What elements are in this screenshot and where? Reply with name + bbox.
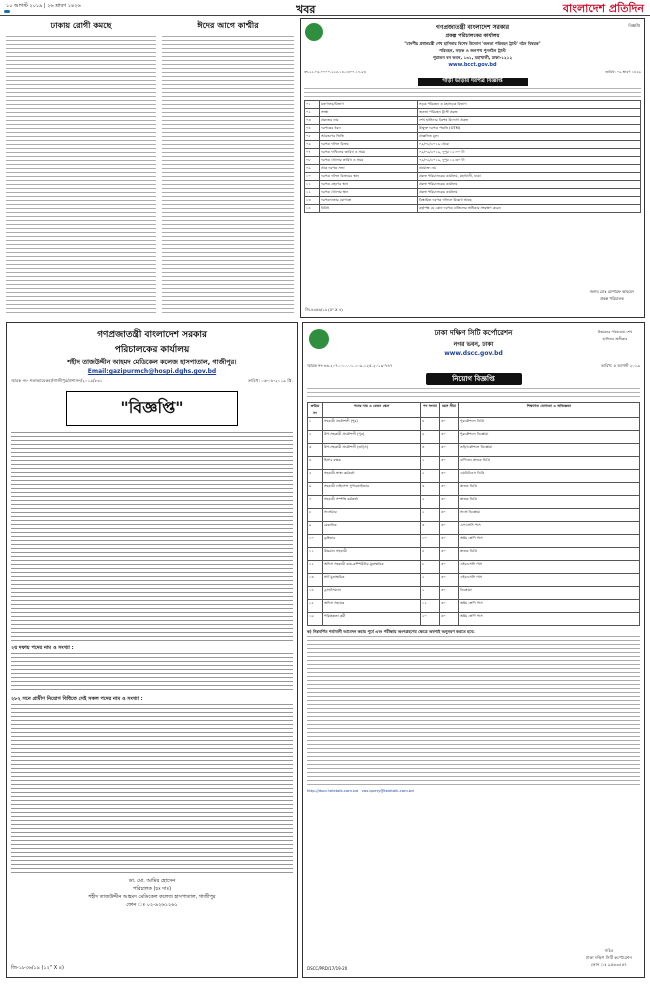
- tender-table-cell: দরপত্র গ্রহণের স্থান: [320, 181, 418, 189]
- dscc-table-cell: ৩০: [440, 431, 459, 444]
- dscc-conditions-body: [307, 636, 640, 786]
- dscc-signer: সচিব: [604, 948, 614, 953]
- dscc-memo: স্মারক নং-৪৬.২০৭.০০০.০১.০০৯.০২৫.২০১৯-৭৪৭: [307, 363, 393, 368]
- dscc-table-cell: ৩: [421, 483, 440, 496]
- dscc-table-cell: ১৫: [308, 600, 323, 613]
- dscc-table-cell: ৩০: [440, 548, 459, 561]
- tender-ad-govt: গণপ্রজাতন্ত্রী বাংলাদেশ সরকার: [435, 24, 510, 31]
- dscc-table-cell: অষ্টম শ্রেণি পাস: [459, 535, 640, 548]
- dscc-table-cell: ৩০: [440, 561, 459, 574]
- hospital-ad-office: পরিচালকের কার্যালয়: [114, 345, 190, 355]
- dscc-table-cell: ১০: [421, 535, 440, 548]
- dscc-table-cell: উপ-সহকারী প্রকৌশলী (তড়িৎ): [323, 444, 421, 457]
- tender-table-cell: ০৪: [305, 125, 320, 133]
- tender-table-row: [305, 157, 641, 165]
- tender-table-cell: মন্ত্রণালয়/বিভাগ: [320, 101, 418, 109]
- dscc-table-cell: ৪: [421, 548, 440, 561]
- hospital-ad-body-3: [11, 704, 293, 874]
- dscc-table-cell: সার্ভে ডিপ্লোমা: [459, 509, 640, 522]
- dscc-intro: [307, 388, 640, 400]
- tender-ad-office: প্রকল্প পরিচালকের কার্যালয়: [445, 33, 500, 39]
- dscc-table-row: [308, 522, 640, 535]
- tender-table-row: [305, 165, 641, 173]
- dscc-table-cell: ৩০: [440, 444, 459, 457]
- dscc-table-cell: ৩: [421, 444, 440, 457]
- tender-ad: [300, 18, 645, 318]
- hospital-ad-body-2: [11, 653, 293, 693]
- dscc-table-row: [308, 457, 640, 470]
- hospital-ad: [6, 322, 298, 978]
- tender-table-row: [305, 173, 641, 181]
- dscc-table-cell: ৩০: [440, 522, 459, 535]
- article-left: [6, 20, 156, 316]
- dscc-table-cell: সহকারী লাইসেন্স সুপারভাইজার: [323, 483, 421, 496]
- dscc-table-cell: পরিচ্ছন্নতা কর্মী: [323, 613, 421, 626]
- dscc-table-cell: স্নাতক ডিগ্রি: [459, 496, 640, 509]
- tender-details-table: [304, 100, 641, 213]
- tender-ad-date: তারিখ: ০৯ শ্রাবণ ১৪২৬: [605, 70, 641, 74]
- dscc-table-cell: ১৩: [308, 574, 323, 587]
- dscc-table-cell: ১৬: [308, 613, 323, 626]
- tender-table-cell: ০১: [305, 101, 320, 109]
- hospital-signer-org: শহীদ তাজউদ্দীন আহমদ মেডিকেল কলেজ হাসপাতাল, গাজীপুর: [88, 894, 216, 900]
- dscc-ad: [302, 322, 645, 978]
- dscc-table-cell: এইচএসসি পাস: [459, 561, 640, 574]
- dscc-table-cell: ৩০: [440, 470, 459, 483]
- dscc-signer-org: ঢাকা দক্ষিণ সিটি কর্পোরেশন: [585, 955, 632, 960]
- dscc-table-cell: ৩০: [440, 509, 459, 522]
- tender-table-cell: দরপত্র দাখিলের তারিখ ও সময়: [320, 149, 418, 157]
- hospital-signer-name: ডা. মো. আমির হোসেন: [128, 878, 176, 884]
- dscc-table-cell: ১২: [421, 600, 440, 613]
- tender-table-cell: প্রকল্প পরিচালকের কার্যালয়: [418, 181, 641, 189]
- dscc-table-cell: ১৪: [308, 587, 323, 600]
- tender-table-row: [305, 133, 641, 141]
- dscc-table-cell: ড্রাফটসম্যান: [323, 587, 421, 600]
- dscc-table-header-cell: ক্রমিক নং: [308, 403, 323, 418]
- dscc-table-cell: সার্ভেয়ার: [323, 509, 421, 522]
- article-left-title: ঢাকায় রোগী কমছে: [50, 21, 112, 30]
- dscc-table-row: [308, 574, 640, 587]
- dscc-table-cell: ৪: [308, 457, 323, 470]
- dscc-table-cell: ডিপ্লোমা: [459, 587, 640, 600]
- dscc-table-cell: ৩০: [440, 600, 459, 613]
- hospital-ad-govt: গণপ্রজাতন্ত্রী বাংলাদেশ সরকার: [97, 330, 207, 340]
- dscc-table-cell: ৬: [308, 483, 323, 496]
- tender-table-cell: ০৩: [305, 117, 320, 125]
- dscc-table-cell: ৯: [308, 522, 323, 535]
- tender-table-cell: প্রকল্প পরিচালকের কার্যালয়: [418, 189, 641, 197]
- dscc-table-cell: সাট মুদ্রাক্ষরিক: [323, 574, 421, 587]
- article-right: [162, 20, 294, 316]
- dscc-table-row: [308, 613, 640, 626]
- tender-table-cell: দরপত্র দলিল বিক্রয়: [320, 141, 418, 149]
- dscc-table-cell: ৮: [421, 561, 440, 574]
- dscc-table-cell: ৩০: [440, 457, 459, 470]
- article-right-body: [162, 36, 294, 316]
- tender-table-row: [305, 189, 641, 197]
- dscc-table-cell: এসএসসি পাস: [459, 522, 640, 535]
- dscc-teletalk-email[interactable]: vas.query@teletalk.com.bd: [361, 788, 414, 793]
- tender-signer-name: জনাব মোঃ মোশারফ আহমেদ: [589, 289, 634, 294]
- tender-table-cell: কর্তৃপক্ষ যে কোন দরপত্র বাতিলের অধিকার সংরক্ষণ করেন: [418, 205, 641, 213]
- dscc-table-cell: ৩০: [440, 535, 459, 548]
- tender-table-cell: ০৬: [305, 141, 320, 149]
- dscc-table-cell: ১২: [308, 561, 323, 574]
- dscc-table-cell: মেকানিক: [323, 522, 421, 535]
- dscc-table-cell: ২: [421, 587, 440, 600]
- tender-intro-text: [304, 88, 641, 98]
- dscc-name: ঢাকা দক্ষিণ সিটি কর্পোরেশন: [434, 329, 513, 337]
- tender-table-cell: দরপত্রদাতার যোগ্যতা: [320, 197, 418, 205]
- article-right-title: ঈদের আগে কাশ্মীর: [197, 21, 259, 30]
- dscc-table-row: [308, 535, 640, 548]
- tender-table-row: [305, 141, 641, 149]
- dscc-table-header: [308, 403, 640, 418]
- dscc-table-cell: স্নাতক ডিগ্রি: [459, 483, 640, 496]
- dscc-seal-icon: [309, 329, 329, 349]
- dscc-phone: ফোন ঃ ৯৫৬৩৪৫৭: [590, 962, 628, 967]
- tender-ad-trust: পরিবহন, সড়ক ও জনপথ পুনর্গঠন ট্রাস্ট: [439, 48, 506, 53]
- dscc-table-cell: ৩০: [440, 574, 459, 587]
- tender-table-cell: ০৯/০৯/২০১৯, দুপুর ১২:০০ টা: [418, 149, 641, 157]
- dscc-table-cell: বাণিজ্যে স্নাতক ডিগ্রি: [459, 457, 640, 470]
- dscc-table-cell: ৩০: [440, 613, 459, 626]
- tender-table-cell: প্রাক দরপত্র সভা: [320, 165, 418, 173]
- newspaper-logo: বাংলাদেশ প্রতিদিন: [562, 2, 644, 15]
- hospital-ad-name: শহীদ তাজউদ্দীন আহমদ মেডিকেল কলেজ হাসপাতাল, গাজীপুর।: [67, 358, 237, 366]
- tender-ad-address: পুরাতন বন ভবন, ১৩১, মহাখালী, ঢাকা-১২১২: [432, 55, 513, 60]
- dscc-conditions-title: ক) নিম্নবর্ণিত শর্তাবলী আবেদন করার পূর্বে এবং পরীক্ষায় অংশগ্রহণের ক্ষেত্রে অবশ্যই অনুসরণ করতে হবে:: [307, 629, 475, 634]
- dscc-table-cell: স্নাতক ডিগ্রি: [459, 548, 640, 561]
- dscc-table-row: [308, 600, 640, 613]
- tender-table-cell: প্রকল্পের নাম: [320, 117, 418, 125]
- hospital-ad-body-1: [11, 432, 293, 642]
- dscc-table-cell: ৫: [308, 470, 323, 483]
- tender-table-cell: দরপত্র খোলার তারিখ ও সময়: [320, 157, 418, 165]
- dscc-table-cell: অফিস সহকারী কাম-কম্পিউটার মুদ্রাক্ষরিক: [323, 561, 421, 574]
- dscc-table-cell: ৩: [308, 444, 323, 457]
- tender-table-cell: ১২: [305, 189, 320, 197]
- dscc-table-cell: উচ্চমান সহকারী: [323, 548, 421, 561]
- dscc-table-cell: ৮: [308, 509, 323, 522]
- hospital-ad-code: জি-১৮৩৬/১৯ (১২" X ৪): [11, 965, 65, 971]
- tender-table-cell: ০৯/০৮/২০১৯ থেকে: [418, 141, 641, 149]
- dscc-table-cell: ১০: [308, 535, 323, 548]
- dscc-table-header-cell: পদ সংখ্যা: [421, 403, 440, 418]
- tender-notice-title: গাড়ী ভাড়ার দরপত্র বিজ্ঞপ্তি: [418, 78, 528, 86]
- dscc-table-cell: ২: [421, 496, 440, 509]
- dscc-table-cell: পুরকৌশলে ডিগ্রি: [459, 418, 640, 431]
- tender-table-row: [305, 125, 641, 133]
- dscc-table-row: [308, 509, 640, 522]
- tender-table-cell: দরপত্র দলিল বিক্রয়ের স্থান: [320, 173, 418, 181]
- dscc-table-row: [308, 470, 640, 483]
- tender-table-cell: শেখ হাসিনার বিশেষ উদ্যোগ প্রকল্প: [418, 117, 641, 125]
- tender-table-cell: দরপত্র খোলার স্থান: [320, 189, 418, 197]
- tender-table-row: [305, 109, 641, 117]
- dscc-table-row: [308, 444, 640, 457]
- dscc-table-cell: ২: [421, 509, 440, 522]
- dscc-title: নিয়োগ বিজ্ঞপ্তি: [426, 373, 522, 385]
- dscc-table-cell: ৬: [421, 431, 440, 444]
- dscc-posts-table: [307, 402, 640, 626]
- dscc-table-cell: ৩০: [440, 496, 459, 509]
- tender-table-cell: আমন্ত্রণের ভিত্তি: [320, 133, 418, 141]
- tender-table-cell: ০৫: [305, 133, 320, 141]
- tender-ad-project: "মানণীয় প্রধানমন্ত্রী শেখ হাসিনার বিশেষ উদ্যোগ 'জনতা পরিবহন ট্রাস্ট' গঠন বিষয়ক": [404, 41, 541, 46]
- govt-seal-icon: [305, 23, 323, 41]
- tender-table-cell: জনতা পরিবহন ট্রাস্ট প্রকল্প: [418, 109, 641, 117]
- dscc-table-row: [308, 418, 640, 431]
- tender-table-cell: ১৩: [305, 197, 320, 205]
- hospital-ad-memo: স্মারক নং- শতাআমেকহা/গাজীপুর/প্রশাসন/২০১৯/৮৩১: [11, 378, 103, 383]
- tender-table-cell: ০৭: [305, 149, 320, 157]
- tender-table-cell: প্রকল্প পরিচালকের কার্যালয়, মহাখালী, ঢাকা: [418, 173, 641, 181]
- dscc-table-row: [308, 496, 640, 509]
- dscc-table-header-cell: শিক্ষাগত যোগ্যতা ও অভিজ্ঞতা: [459, 403, 640, 418]
- tender-table-row: [305, 101, 641, 109]
- dscc-table-row: [308, 431, 640, 444]
- dscc-table-cell: সহকারী সম্পত্তি কর্মকর্তা: [323, 496, 421, 509]
- tender-table-cell: ০৯/০৯/২০১৯, দুপুর ১২:৩০ টা: [418, 157, 641, 165]
- tender-table-row: [305, 117, 641, 125]
- dscc-table-cell: তড়িৎকৌশলে ডিপ্লোমা: [459, 444, 640, 457]
- dscc-table-row: [308, 587, 640, 600]
- tender-ad-memo: নং-২২.০৬.০০০০.২২৫.১৪.১৩০০.১৭-৮৪: [304, 70, 367, 74]
- tender-table-cell: প্রাক্কলিত মূল্য: [418, 133, 641, 141]
- tender-table-cell: বিস্তারিত দরপত্র দলিলে উল্লেখ আছে: [418, 197, 641, 205]
- dscc-table-cell: অষ্টম শ্রেণি পাস: [459, 613, 640, 626]
- tender-ad-tag: বিজ্ঞপ্তি: [628, 23, 640, 28]
- hospital-signer-title: পরিচালক (চঃ দাঃ): [132, 886, 172, 892]
- tender-table-cell: সড়ক পরিবহন ও মহাসড়ক বিভাগ: [418, 101, 641, 109]
- dscc-table-cell: ১: [308, 418, 323, 431]
- dscc-date: তারিখ: ৫ আগস্ট ২০১৯: [600, 363, 640, 368]
- dscc-table-cell: ড্রাইভার: [323, 535, 421, 548]
- tender-table-cell: ০৮: [305, 157, 320, 165]
- tender-table-cell: ১১: [305, 181, 320, 189]
- tender-table-row: [305, 149, 641, 157]
- tender-table-cell: প্রযোজ্য নয়: [418, 165, 641, 173]
- hospital-phone: ফোন ঃ ০২-৯২৬১২৬১: [126, 902, 178, 908]
- tender-table-cell: সংস্থা: [320, 109, 418, 117]
- tender-table-cell: দরপত্রের ধরন: [320, 125, 418, 133]
- dscc-table-row: [308, 548, 640, 561]
- tender-table-row: [305, 205, 641, 213]
- dscc-slogan: উন্নয়নের পথযাত্রায় শেখ হাসিনার অঙ্গীকার: [597, 330, 633, 341]
- tender-table-cell: ১৪: [305, 205, 320, 213]
- dscc-table-cell: ২: [421, 574, 440, 587]
- tender-table-row: [305, 197, 641, 205]
- tender-table-row: [305, 181, 641, 189]
- tender-table-cell: ০২: [305, 109, 320, 117]
- dscc-table-cell: উপ-সহকারী প্রকৌশলী (পুর): [323, 431, 421, 444]
- dscc-table-header-cell: বয়স সীমা: [440, 403, 459, 418]
- dscc-table-row: [308, 483, 640, 496]
- tender-table-cell: ১০: [305, 173, 320, 181]
- tender-table-cell: বিবিধ: [320, 205, 418, 213]
- dscc-table-cell: ২: [308, 431, 323, 444]
- dscc-table-cell: ২: [421, 457, 440, 470]
- dscc-teletalk-link[interactable]: http://dscc.teletalk.com.bd: [307, 788, 359, 793]
- dscc-table-cell: সহকারী প্রকৌশলী (পুর): [323, 418, 421, 431]
- issue-date: ১০ আগস্ট ২০১৯ | ২৬ শ্রাবণ ১৪২৬: [6, 3, 81, 9]
- dscc-table-cell: ৩: [421, 522, 440, 535]
- dscc-table-cell: ৩০: [440, 483, 459, 496]
- dscc-table-cell: ৩০: [440, 418, 459, 431]
- dscc-table-header-cell: পদের নাম ও বেতন স্কেল: [323, 403, 421, 418]
- tender-table-cell: উন্মুক্ত দরপত্র পদ্ধতি (OTM): [418, 125, 641, 133]
- dscc-table-cell: ৭: [308, 496, 323, 509]
- tender-ad-code: জি-৪৩৫৬/১৯ (৫" X ৪): [305, 307, 343, 312]
- hospital-ad-date: তারিখ: ০৬-০৮-২০১৯ খ্রি.: [247, 378, 293, 383]
- dscc-table-cell: অষ্টম শ্রেণি পাস: [459, 600, 640, 613]
- hospital-ad-email[interactable]: Email:gazipurmch@hospi.dghs.gov.bd: [87, 368, 217, 375]
- dscc-table-cell: ২০: [421, 613, 440, 626]
- dscc-table-cell: এইচএসসি পাস: [459, 574, 640, 587]
- dscc-table-cell: অফিস সহায়ক: [323, 600, 421, 613]
- dscc-table-cell: ৩০: [440, 587, 459, 600]
- dscc-table-row: [308, 561, 640, 574]
- dscc-address: নগর ভবন, ঢাকা: [453, 341, 494, 348]
- hospital-ad-highlight-2: ২৮২ সনে গ্রামীণ নিয়োগ বিধিতে সেই সকল পদের নাম ও সংখ্যা :: [11, 696, 143, 702]
- dscc-table-cell: ৪: [421, 418, 440, 431]
- dscc-table-cell: হিসাব রক্ষক: [323, 457, 421, 470]
- dscc-table-cell: সহকারী স্বাস্থ্য কর্মকর্তা: [323, 470, 421, 483]
- newspaper-header: [0, 0, 650, 16]
- dscc-code: DSCC/PRD/17/19-20: [307, 966, 348, 971]
- dscc-table-cell: ১১: [308, 548, 323, 561]
- section-title: খবর: [296, 3, 316, 16]
- article-left-body: [6, 36, 156, 316]
- tender-ad-url[interactable]: www.bcct.gov.bd: [448, 62, 497, 68]
- hospital-ad-title: "বিজ্ঞপ্তি": [66, 391, 238, 426]
- tender-signer-title: প্রকল্প পরিচালক: [599, 296, 624, 301]
- dscc-table-cell: এমবিবিএস ডিগ্রি: [459, 470, 640, 483]
- dscc-table-cell: পুরকৌশলে ডিপ্লোমা: [459, 431, 640, 444]
- tender-table-cell: ০৯: [305, 165, 320, 173]
- hospital-ad-highlight: ২য় দফায় পদের নাম ও সংখ্যা :: [11, 645, 74, 651]
- dscc-url[interactable]: www.dscc.gov.bd: [444, 350, 503, 357]
- dscc-table-cell: ২: [421, 470, 440, 483]
